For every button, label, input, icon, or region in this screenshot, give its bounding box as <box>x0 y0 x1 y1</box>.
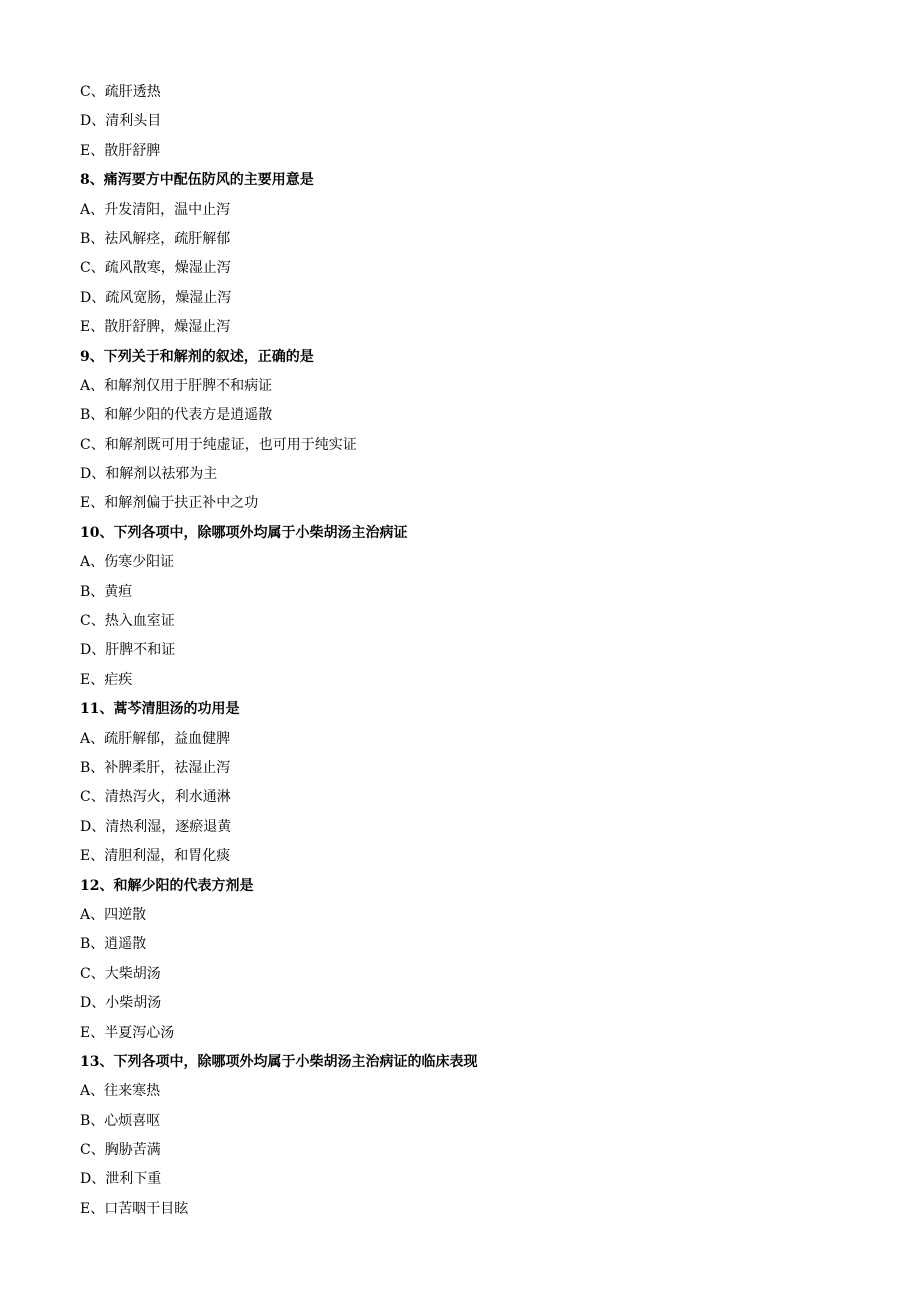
option-text: C、热入血室证 <box>80 613 175 630</box>
option-text: A、伤寒少阳证 <box>80 554 175 571</box>
option-text: D、小柴胡汤 <box>80 995 162 1012</box>
option-text: C、疏肝透热 <box>80 84 161 100</box>
option-text: E、清胆利湿，和胃化痰 <box>80 848 231 865</box>
option-text: B、逍遥散 <box>80 936 147 953</box>
option-text: A、和解剂仅用于肝脾不和病证 <box>80 377 273 394</box>
option-text: B、补脾柔肝，祛湿止泻 <box>80 759 231 776</box>
option-text: B、和解少阳的代表方是逍遥散 <box>80 407 273 424</box>
option-text: B、黄疸 <box>80 583 133 600</box>
question-text: 10、下列各项中，除哪项外均属于小柴胡汤主治病证 <box>80 524 408 541</box>
option-text: C、大柴胡汤 <box>80 965 161 982</box>
question-text: 8、痛泻要方中配伍防风的主要用意是 <box>80 172 314 189</box>
question-text: 11、蒿芩清胆汤的功用是 <box>80 701 240 718</box>
option-text: D、和解剂以祛邪为主 <box>80 466 218 483</box>
option-text: E、散肝舒脾，燥湿止泻 <box>80 319 231 336</box>
option-text: A、往来寒热 <box>80 1083 161 1100</box>
question-text: 12、和解少阳的代表方剂是 <box>80 877 254 894</box>
option-text: C、和解剂既可用于纯虚证，也可用于纯实证 <box>80 436 357 453</box>
option-text: E、疟疾 <box>80 671 133 688</box>
option-text: E、和解剂偏于扶正补中之功 <box>80 495 259 512</box>
question-text: 9、下列关于和解剂的叙述，正确的是 <box>80 348 314 365</box>
option-text: D、泄利下重 <box>80 1171 162 1188</box>
option-text: A、疏肝解郁，益血健脾 <box>80 730 231 747</box>
option-text: C、清热泻火，利水通淋 <box>80 789 231 806</box>
option-text: D、疏风宽肠，燥湿止泻 <box>80 289 232 306</box>
option-text: E、半夏泻心汤 <box>80 1024 175 1041</box>
option-text: D、肝脾不和证 <box>80 642 176 659</box>
option-text: A、四逆散 <box>80 906 147 923</box>
question-text: 13、下列各项中，除哪项外均属于小柴胡汤主治病证的临床表现 <box>80 1053 478 1070</box>
option-text: A、升发清阳，温中止泻 <box>80 201 231 218</box>
option-text: B、心烦喜呕 <box>80 1112 161 1129</box>
option-text: D、清利头目 <box>80 113 162 130</box>
option-text: B、祛风解痉，疏肝解郁 <box>80 230 231 247</box>
option-text: D、清热利湿，逐瘀退黄 <box>80 818 232 835</box>
document-page <box>80 78 840 1224</box>
option-text: E、散肝舒脾 <box>80 142 161 159</box>
option-text: E、口苦咽干目眩 <box>80 1200 189 1217</box>
option-text: C、胸胁苦满 <box>80 1142 161 1159</box>
option-text: C、疏风散寒，燥湿止泻 <box>80 260 231 277</box>
